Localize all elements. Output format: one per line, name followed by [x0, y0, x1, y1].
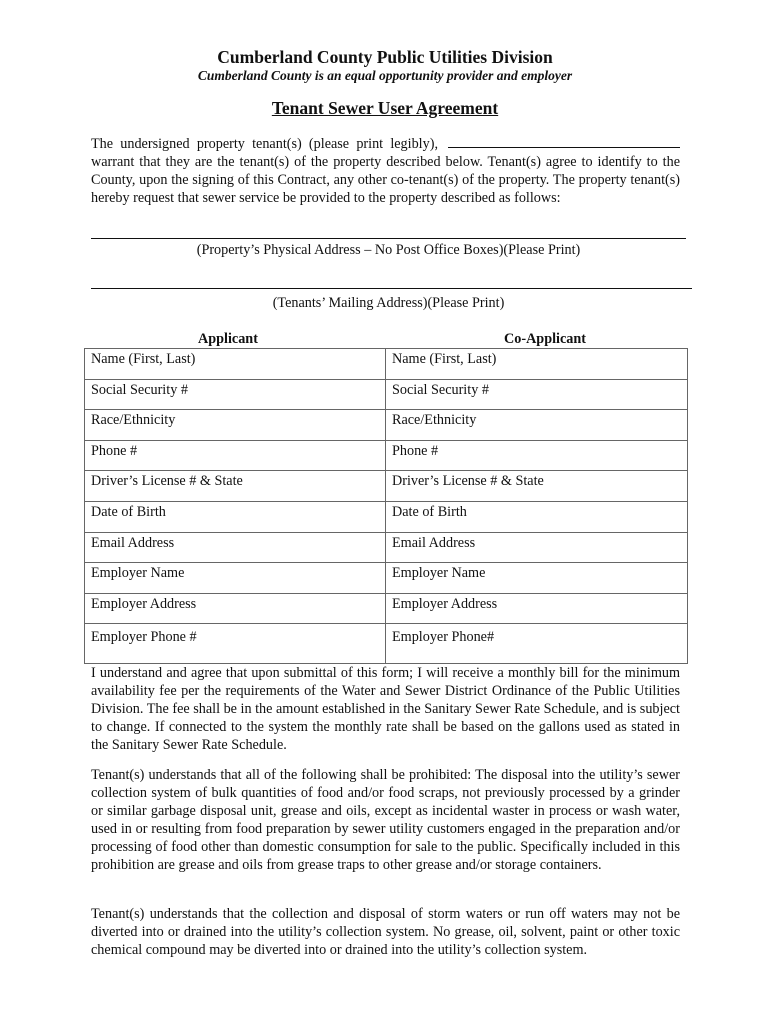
table-row — [85, 471, 688, 502]
applicant-header: Applicant — [198, 331, 258, 347]
table-row — [85, 563, 688, 594]
coapplicant-field[interactable]: Employer Address — [386, 593, 688, 624]
table-row — [85, 624, 688, 664]
mailing-address-caption: (Tenants’ Mailing Address)(Please Print) — [272, 295, 505, 311]
intro-text: warrant that they are the tenant(s) of the property described below. Tenant(s) agree to identify to the County, upon the signing of this Contract, any other co-tenant(s) of the property. The property tenant(s) hereby request that sewer service be provided to the property described as follows: — [91, 154, 680, 206]
applicant-field[interactable]: Employer Name — [85, 563, 386, 594]
table-row — [85, 440, 688, 471]
coapplicant-field[interactable]: Date of Birth — [386, 501, 688, 532]
coapplicant-field[interactable]: Social Security # — [386, 379, 688, 410]
applicant-field[interactable]: Phone # — [85, 440, 386, 471]
division-title: Cumberland County Public Utilities Division — [217, 47, 553, 67]
applicant-table — [84, 348, 688, 664]
table-row — [85, 349, 688, 380]
intro-paragraph — [91, 134, 680, 207]
applicant-field[interactable]: Email Address — [85, 532, 386, 563]
applicant-field[interactable]: Employer Address — [85, 593, 386, 624]
mailing-address-line[interactable] — [91, 288, 692, 289]
applicant-field[interactable]: Name (First, Last) — [85, 349, 386, 380]
table-row — [85, 532, 688, 563]
applicant-field[interactable]: Driver’s License # & State — [85, 471, 386, 502]
agreement-title: Tenant Sewer User Agreement — [271, 98, 499, 118]
table-row — [85, 593, 688, 624]
coapplicant-header: Co-Applicant — [504, 331, 586, 347]
applicant-field[interactable]: Social Security # — [85, 379, 386, 410]
coapplicant-field[interactable]: Employer Name — [386, 563, 688, 594]
intro-first-line: The undersigned property tenant(s) (please print legibly), — [91, 136, 438, 152]
prohibited-disposal-paragraph: Tenant(s) understands that all of the following shall be prohibited: The disposal into the utility’s sewer collection system of bulk quantities of food and/or food scraps, not previously processed by a grinder or similar garbage disposal unit, grease and oils, except as incidental waster in process or wash water, used in or resulting from food preparation by sewer utility customers engaged in the preparation and/or processing of food other than domestic consumption for sale to the public. Specifically included in this prohibition are grease and oils from grease traps to other grease and/or storage containers. — [91, 767, 680, 873]
table-row — [85, 379, 688, 410]
property-address-caption: (Property’s Physical Address – No Post Office Boxes)(Please Print) — [196, 242, 581, 258]
equal-opportunity-statement: Cumberland County is an equal opportunity provider and employer — [197, 68, 573, 83]
coapplicant-field[interactable]: Race/Ethnicity — [386, 410, 688, 441]
coapplicant-field[interactable]: Employer Phone# — [386, 624, 688, 664]
applicant-field[interactable]: Date of Birth — [85, 501, 386, 532]
tenant-name-blank[interactable] — [448, 134, 680, 148]
coapplicant-field[interactable]: Email Address — [386, 532, 688, 563]
coapplicant-field[interactable]: Phone # — [386, 440, 688, 471]
table-row — [85, 410, 688, 441]
applicant-field[interactable]: Race/Ethnicity — [85, 410, 386, 441]
property-address-line[interactable] — [91, 238, 686, 239]
applicant-field[interactable]: Employer Phone # — [85, 624, 386, 664]
table-row — [85, 501, 688, 532]
coapplicant-field[interactable]: Name (First, Last) — [386, 349, 688, 380]
coapplicant-field[interactable]: Driver’s License # & State — [386, 471, 688, 502]
storm-water-paragraph: Tenant(s) understands that the collection and disposal of storm waters or run off waters may not be diverted into or drained into the utility’s collection system. No grease, oil, solvent, paint or other toxic chemical compound may be diverted into or drained into the utility’s collection system. — [91, 906, 680, 958]
billing-paragraph: I understand and agree that upon submittal of this form; I will receive a monthly bill for the minimum availability fee per the requirements of the Water and Sewer District Ordinance of the Public Utilities Division. The fee shall be in the amount established in the Sanitary Sewer Rate Schedule, and is subject to change. If connected to the system the monthly rate shall be based on the gallons used as stated in the Sanitary Sewer Rate Schedule. — [91, 665, 680, 753]
